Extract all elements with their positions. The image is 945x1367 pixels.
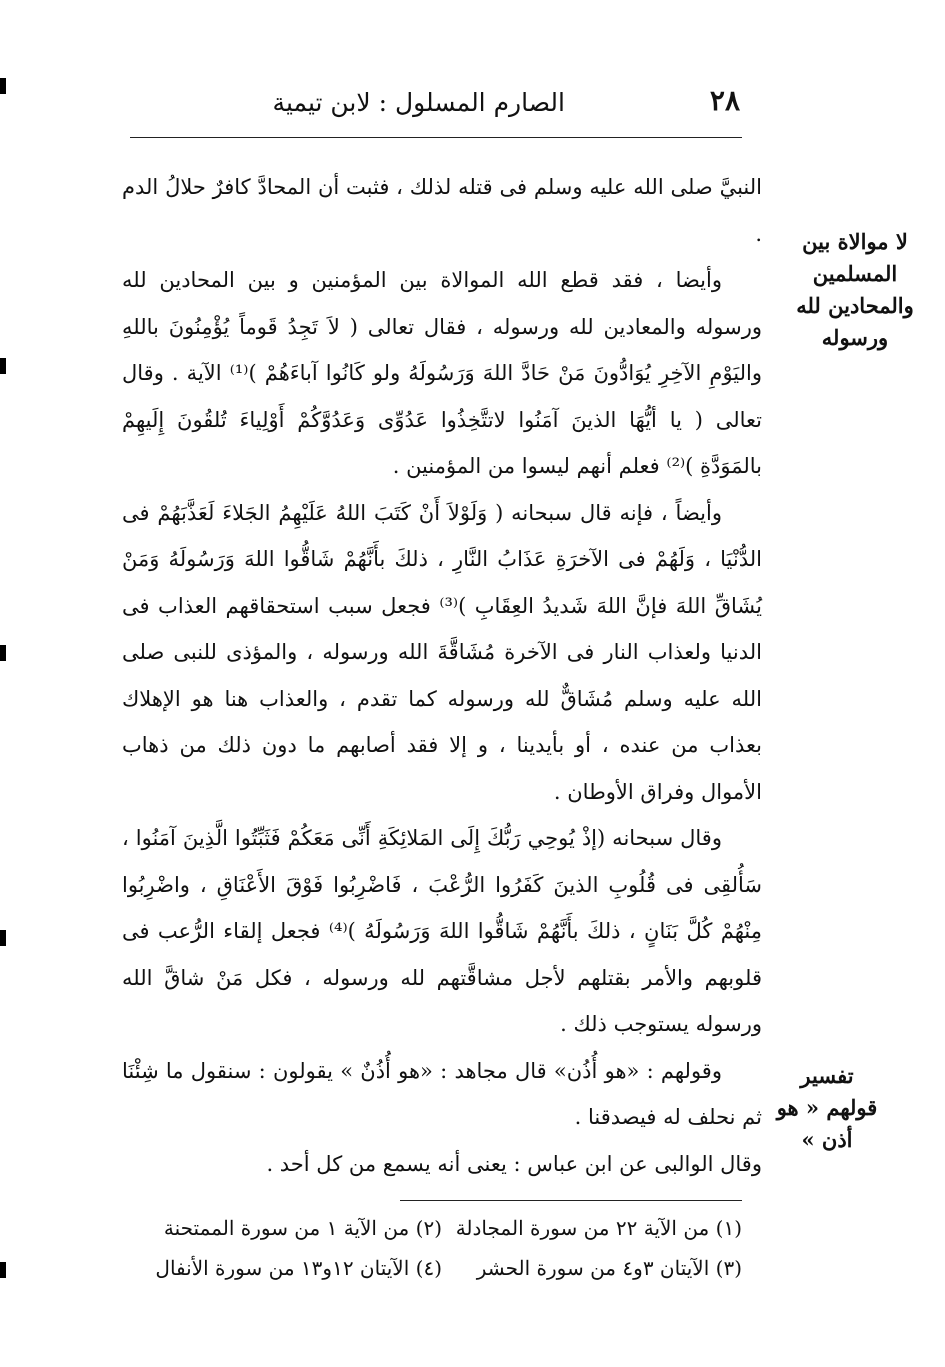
scan-edge-mark [0,358,6,374]
scan-edge-mark [0,1262,6,1278]
margin-note-no-alliance: لا موالاة بين المسلمين والمحادين لله ورسوله [796,229,914,350]
footnote-2: (٢) من الآية ١ من سورة الممتحنة [163,1216,442,1240]
footnote-4: (٤) الآيتان ١٢و١٣ من سورة الأنفال [155,1256,442,1280]
footnote-rule [400,1200,742,1201]
paragraph-4 [122,815,762,1048]
paragraph-2-text: وأيضا ، فقد قطع الله الموالاة بين المؤمنين و بين المحادين لله ورسوله والمعادين لله ورسوله ، فقال تعالى ( لاَ تَجِدُ قَوماً يُؤْمِنُونَ باللهِ واليَوْمِ الآخِرِ يُوَادُّونَ مَنْ حَادَّ اللهَ وَرَسُولَهُ ولو كَانُوا آباءَهُمْ )⁽¹⁾ الآية . وقال تعالى ( يا أيُّهَا الذينَ آمَنُوا لاتتَّخِذُوا عَدُوِّى وَعَدُوَّكُمْ أَوْلِياءَ تُلقُونَ إِلَيهِمْ بالمَوَدَّةِ )⁽²⁾ فعلم أنهم ليسوا من المؤمنين . [122,268,762,478]
paragraph-4-text: وقال سبحانه (إذْ يُوحِي رَبُّكَ إِلَى المَلائِكَةِ أَنِّى مَعَكُمْ فَثَبِّتُوا الَّذِينَ آمَنُوا ، سَأُلقِى فى قُلُوبِ الذينَ كَفَرُوا الرُّعْبَ ، فَاضْرِبُوا فَوْقَ الأَعْنَاقِ ، واضْرِبُوا مِنْهُمْ كُلَّ بَنَانٍ ، ذلكَ بأَنَّهُمْ شَاقُّوا اللهَ وَرَسُولَهُ )⁽⁴⁾ فجعل إلقاء الرُّعب فى قلوبهم والأمر بقتلهم لأجل مشاقَّتهم لله ورسوله ، فكل مَنْ شاقَّ الله ورسوله يستوجب ذلك . [122,826,762,1036]
paragraph-1: النبيَّ صلى الله عليه وسلم فى قتله لذلك ، فثبت أن المحادَّ كافرٌ حلالُ الدم . [122,175,762,246]
paragraph-5-text: وقولهم : «هو أُذُن» قال مجاهد : «هو أُذُنٌ » يقولون : سنقول ما شِئْنَا ثم نحلف له فيصدقنا . [122,1058,762,1129]
page-number: ٢٨ [709,84,740,117]
paragraph-6-text: وقال الوالبى عن ابن عباس : يعنى أنه يسمع من كل أحد . [266,1151,762,1176]
header-rule [130,137,742,138]
paragraph-2 [122,257,762,490]
paragraph-5 [122,1048,762,1141]
paragraph-3-text: وأيضاً ، فإنه قال سبحانه ( وَلَوْلاَ أَنْ كَتَبَ اللهُ عَلَيْهِمُ الجَلاءَ لَعَذَّبَهُمْ فى الدُّنْيَا ، وَلَهُمْ فى الآخرَةِ عَذَابُ النَّارِ ، ذلكَ بأَنَّهُمْ شَاقُّوا اللهَ وَرَسُولَهُ وَمَنْ يُشَاقِّ اللهَ فإنَّ اللهَ شَديدُ العِقَابِ )⁽³⁾ فجعل سبب استحقاقهم العذاب فى الدنيا ولعذاب النار فى الآخرة مُشَاقَّةَ الله ورسوله ، والمؤذى للنبى صلى الله عليه وسلم مُشَاقٌّ لله ورسوله كما تقدم ، والعذاب هنا هو الإهلاك بعذاب من عنده ، أو بأيدينا ، و إلا فقد أصابهم ما دون ذلك من ذهاب الأموال وفراق الأوطان . [122,500,762,804]
footnote-1: (١) من الآية ٢٢ من سورة المجادلة [455,1216,742,1240]
scan-edge-mark [0,930,6,946]
scan-edge-mark [0,78,6,94]
footnote-row [120,1248,742,1288]
running-title: الصارم المسلول : لابن تيمية [272,88,565,117]
footnotes [120,1208,742,1288]
paragraph-6 [122,1141,762,1188]
margin-note-he-is-an-ear: تفسير قولهم « هو أذن » [776,1063,878,1152]
paragraph-3 [122,490,762,816]
main-text [122,164,762,1187]
page-header [130,84,740,128]
footnote-3: (٣) الآيتان ٣و٤ من سورة الحشر [476,1256,742,1280]
scan-edge-mark [0,645,6,661]
footnote-row [120,1208,742,1248]
